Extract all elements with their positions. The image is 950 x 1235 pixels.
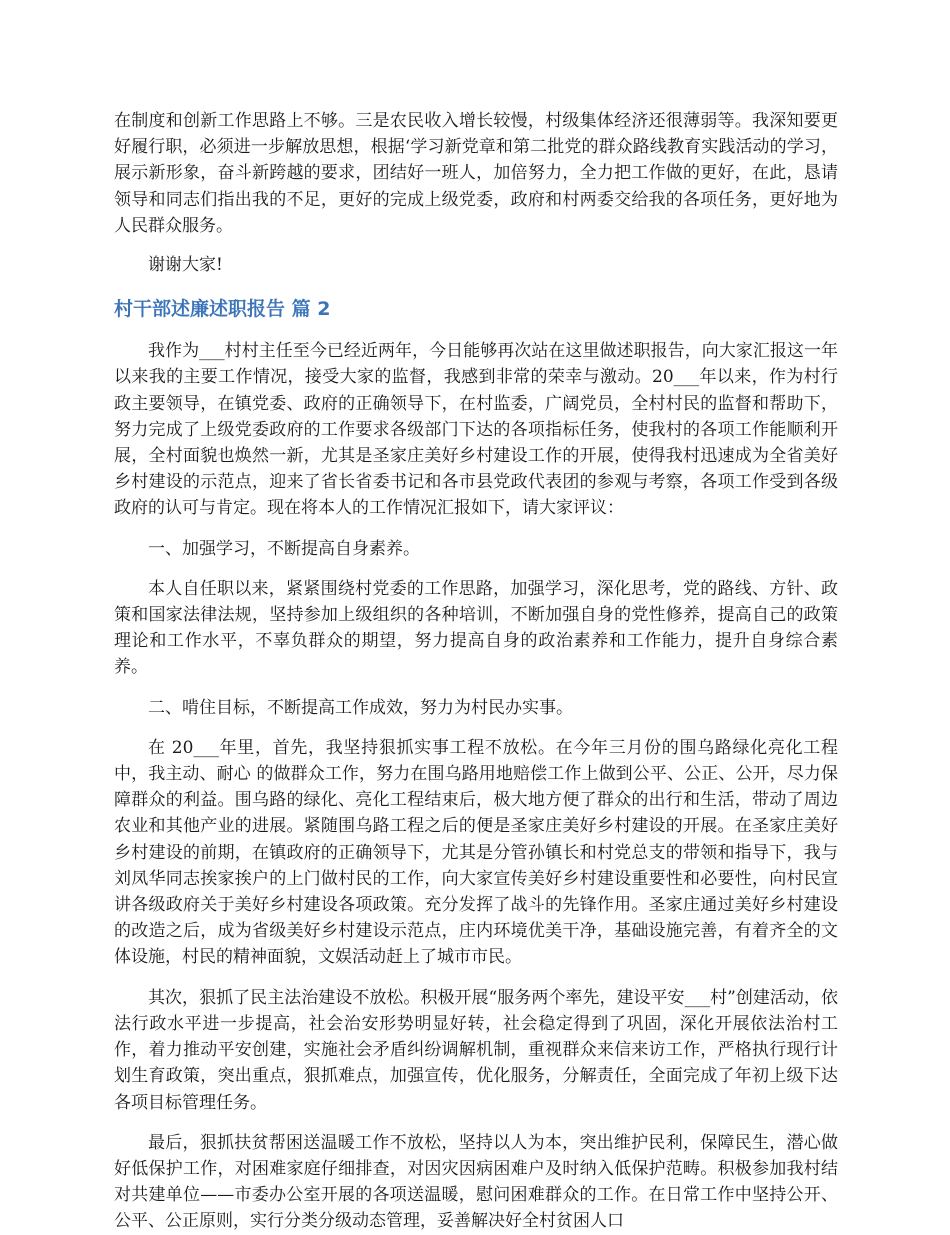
body-paragraph-1: 我作为___村村主任至今已经近两年，今日能够再次站在这里做述职报告，向大家汇报这一年以来我的主要工作情况，接受大家的监督，我感到非常的荣幸与激动。20___年以来，作为村行政主要领导，在镇党委、政府的正确领导下，在村监委，广阔党员，全村村民的监督和帮助下，努力完成了上级党委政府的工作要求各级部门下达的各项指标任务，使我村的各项工作能顺利开展，全村面貌也焕然一新，尤其是圣家庄美好乡村建设工作的开展，使得我村迅速成为全省美好乡村建设的示范点，迎来了省长省委书记和各市县党政代表团的参观与考察，各项工作受到各级政府的认可与肯定。现在将本人的工作情况汇报如下，请大家评议： — [114, 341, 838, 519]
intro-paragraph: 在制度和创新工作思路上不够。三是农民收入增长较慢，村级集体经济还很薄弱等。我深知要更好履行职，必须进一步解放思想，根据‘学习新党章和第二批党的群众路线教育实践活动的学习，展示新形象，奋斗新跨越的要求，团结好一班人，加倍努力，全力把工作做的更好，在此，恳请领导和同志们指出我的不足，更好的完成上级党委，政府和村两委交给我的各项任务，更好地为人民群众服务。 — [114, 111, 838, 236]
section-title: 村干部述廉述职报告 篇 2 — [114, 298, 331, 321]
heading-goals: 二、啃住目标，不断提高工作成效，努力为村民办实事。 — [148, 697, 573, 718]
heading-study: 一、加强学习，不断提高自身素养。 — [148, 538, 420, 559]
thanks-line: 谢谢大家! — [148, 255, 223, 276]
body-paragraph-3: 在 20___年里，首先，我坚持狠抓实事工程不放松。在今年三月份的围乌路绿化亮化工程中，我主动、耐心 的做群众工作，努力在围乌路用地赔偿工作上做到公平、公正、公开，尽力保障群众的利益。围乌路的绿化、亮化工程结束后，极大地方便了群众的出行和生活，带动了周边农业和其他产业的进展。紧随围乌路工程之后的便是圣家庄美好乡村建设的开展。在圣家庄美好乡村建设的前期，在镇政府的正确领导下，尤其是分管孙镇长和村党总支的带领和指导下，我与刘凤华同志挨家挨户的上门做村民的工作，向大家宣传美好乡村建设重要性和必要性，向村民宣讲各级政府关于美好乡村建设各项政策。充分发挥了战斗的先锋作用。圣家庄通过美好乡村建设的改造之后，成为省级美好乡村建设示范点，庄内环境优美干净，基础设施完善，有着齐全的文体设施，村民的精神面貌，文娱活动赶上了城市市民。 — [114, 737, 838, 968]
document-page — [114, 108, 838, 1235]
body-paragraph-5: 最后，狠抓扶贫帮困送温暖工作不放松，坚持以人为本，突出维护民利，保障民生，潜心做好低保护工作，对困难家庭仔细排查，对因灾因病困难户及时纳入低保护范畴。积极参加我村结对共建单位——市委办公室开展的各项送温暖，慰问困难群众的工作。在日常工作中坚持公开、公平、公正原则，实行分类分级动态管理，妥善解决好全村贫困人口 — [114, 1132, 838, 1232]
body-paragraph-4: 其次，狠抓了民主法治建设不放松。积极开展“服务两个率先，建设平安___村”创建活动，依法行政水平进一步提高，社会治安形势明显好转，社会稳定得到了巩固，深化开展依法治村工作，着力推动平安创建，实施社会矛盾纠纷调解机制，重视群众来信来访工作，严格执行现行计划生育政策，突出重点，狠抓难点，加强宣传，优化服务，分解责任，全面完成了年初上级下达各项目标管理任务。 — [114, 987, 838, 1113]
body-paragraph-2: 本人自任职以来，紧紧围绕村党委的工作思路，加强学习，深化思考，党的路线、方针、政策和国家法律法规，坚持参加上级组织的各种培训，不断加强自身的党性修养，提高自己的政策理论和工作水平，不辜负群众的期望，努力提高自身的政治素养和工作能力，提升自身综合素养。 — [114, 578, 838, 678]
